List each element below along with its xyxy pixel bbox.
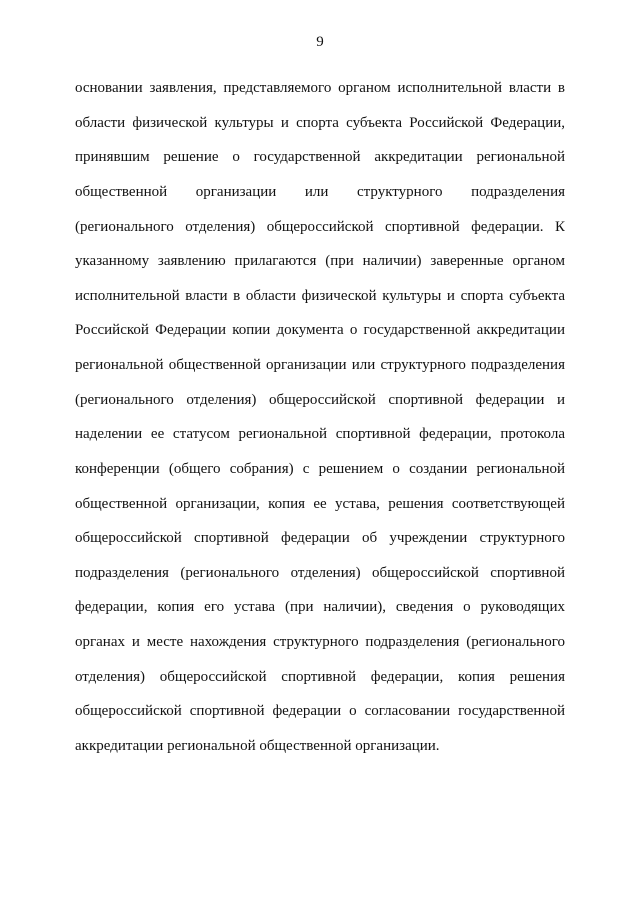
text-line: общественной организации или структурного подразделения	[75, 183, 565, 200]
text-line: общероссийской спортивной федерации о согласовании государственной	[75, 703, 565, 720]
text-line: принявшим решение о государственной аккредитации региональной	[75, 149, 565, 166]
text-line: органах и месте нахождения структурного подразделения (регионального	[75, 634, 565, 650]
text-line: (регионального отделения) общероссийской спортивной федерации. К	[75, 218, 565, 235]
document-body	[75, 78, 565, 771]
text-line: общественной организации, копия ее устава, решения соответствующей	[75, 495, 565, 512]
text-line: основании заявления, представляемого органом исполнительной власти в	[75, 80, 565, 96]
text-line: области физической культуры и спорта субъекта Российской Федерации,	[75, 114, 565, 131]
text-line: конференции (общего собрания) с решением о создании региональной	[75, 460, 565, 477]
text-line: подразделения (регионального отделения) общероссийской спортивной	[75, 564, 565, 581]
page-number: 9	[316, 34, 324, 50]
text-line: общероссийской спортивной федерации об учреждении структурного	[75, 530, 565, 547]
text-line: отделения) общероссийской спортивной федерации, копия решения	[75, 668, 565, 685]
text-line: федерации, копия его устава (при наличии), сведения о руководящих	[75, 599, 565, 616]
text-line: (регионального отделения) общероссийской спортивной федерации и	[75, 391, 565, 408]
text-line: указанному заявлению прилагаются (при наличии) заверенные органом	[75, 253, 565, 270]
text-line-last: аккредитации региональной общественной организации.	[75, 737, 440, 754]
text-line: региональной общественной организации или структурного подразделения	[75, 357, 565, 373]
text-line: Российской Федерации копии документа о государственной аккредитации	[75, 322, 565, 339]
text-line: исполнительной власти в области физической культуры и спорта субъекта	[75, 287, 565, 304]
text-line: наделении ее статусом региональной спортивной федерации, протокола	[75, 426, 565, 443]
